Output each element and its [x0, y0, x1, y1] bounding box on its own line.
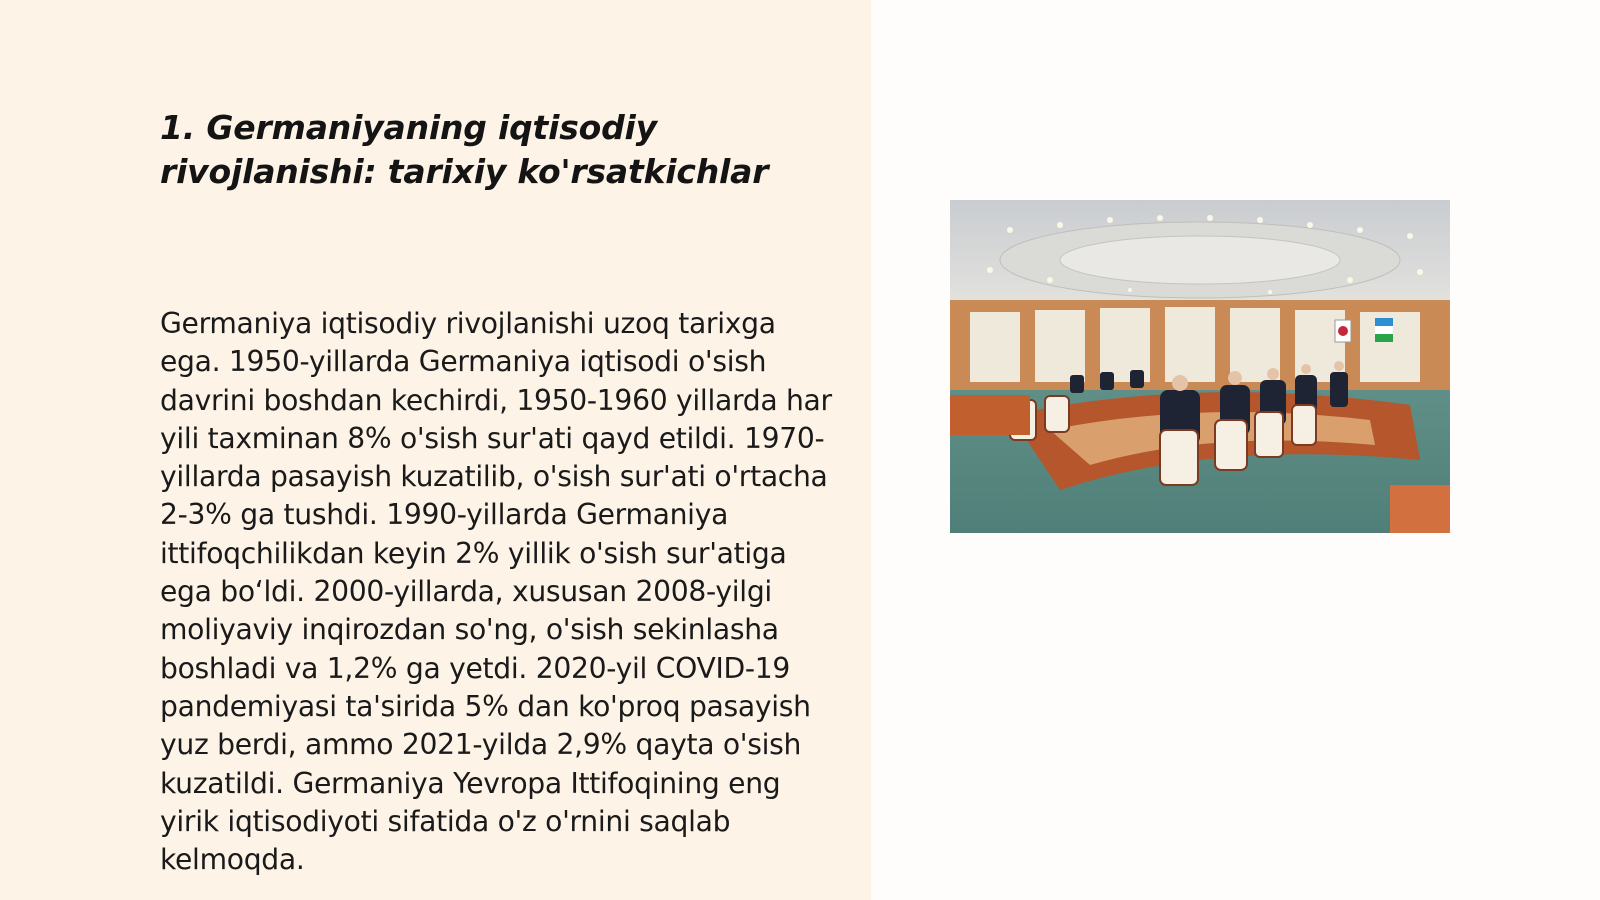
conference-room-photo	[950, 200, 1450, 533]
slide-body-text: Germaniya iqtisodiy rivojlanishi uzoq tarixga ega. 1950-yillarda Germaniya iqtisodi o'sish davrini boshdan kechirdi, 1950-1960 yillarda har yili taxminan 8% o'sish sur'ati qayd etildi. 1970-yillarda pasayish kuzatilib, o'sish sur'ati o'rtacha 2-3% ga tushdi. 1990-yillarda Germaniya ittifoqchilikdan keyin 2% yillik o'sish sur'atiga ega bo‘ldi. 2000-yillarda, xususan 2008-yilgi moliyaviy inqirozdan so'ng, o'sish sekinlasha boshladi va 1,2% ga yetdi. 2020-yil COVID-19 pandemiyasi ta'sirida 5% dan ko'proq pasayish yuz berdi, ammo 2021-yilda 2,9% qayta o'sish kuzatildi. Germaniya Yevropa Ittifoqining eng yirik iqtisodiyoti sifatida o'z o'rnini saqlab kelmoqda.	[160, 307, 832, 877]
slide-title: 1. Germaniyaning iqtisodiy rivojlanishi: tarixiy ko'rsatkichlar	[160, 108, 769, 191]
